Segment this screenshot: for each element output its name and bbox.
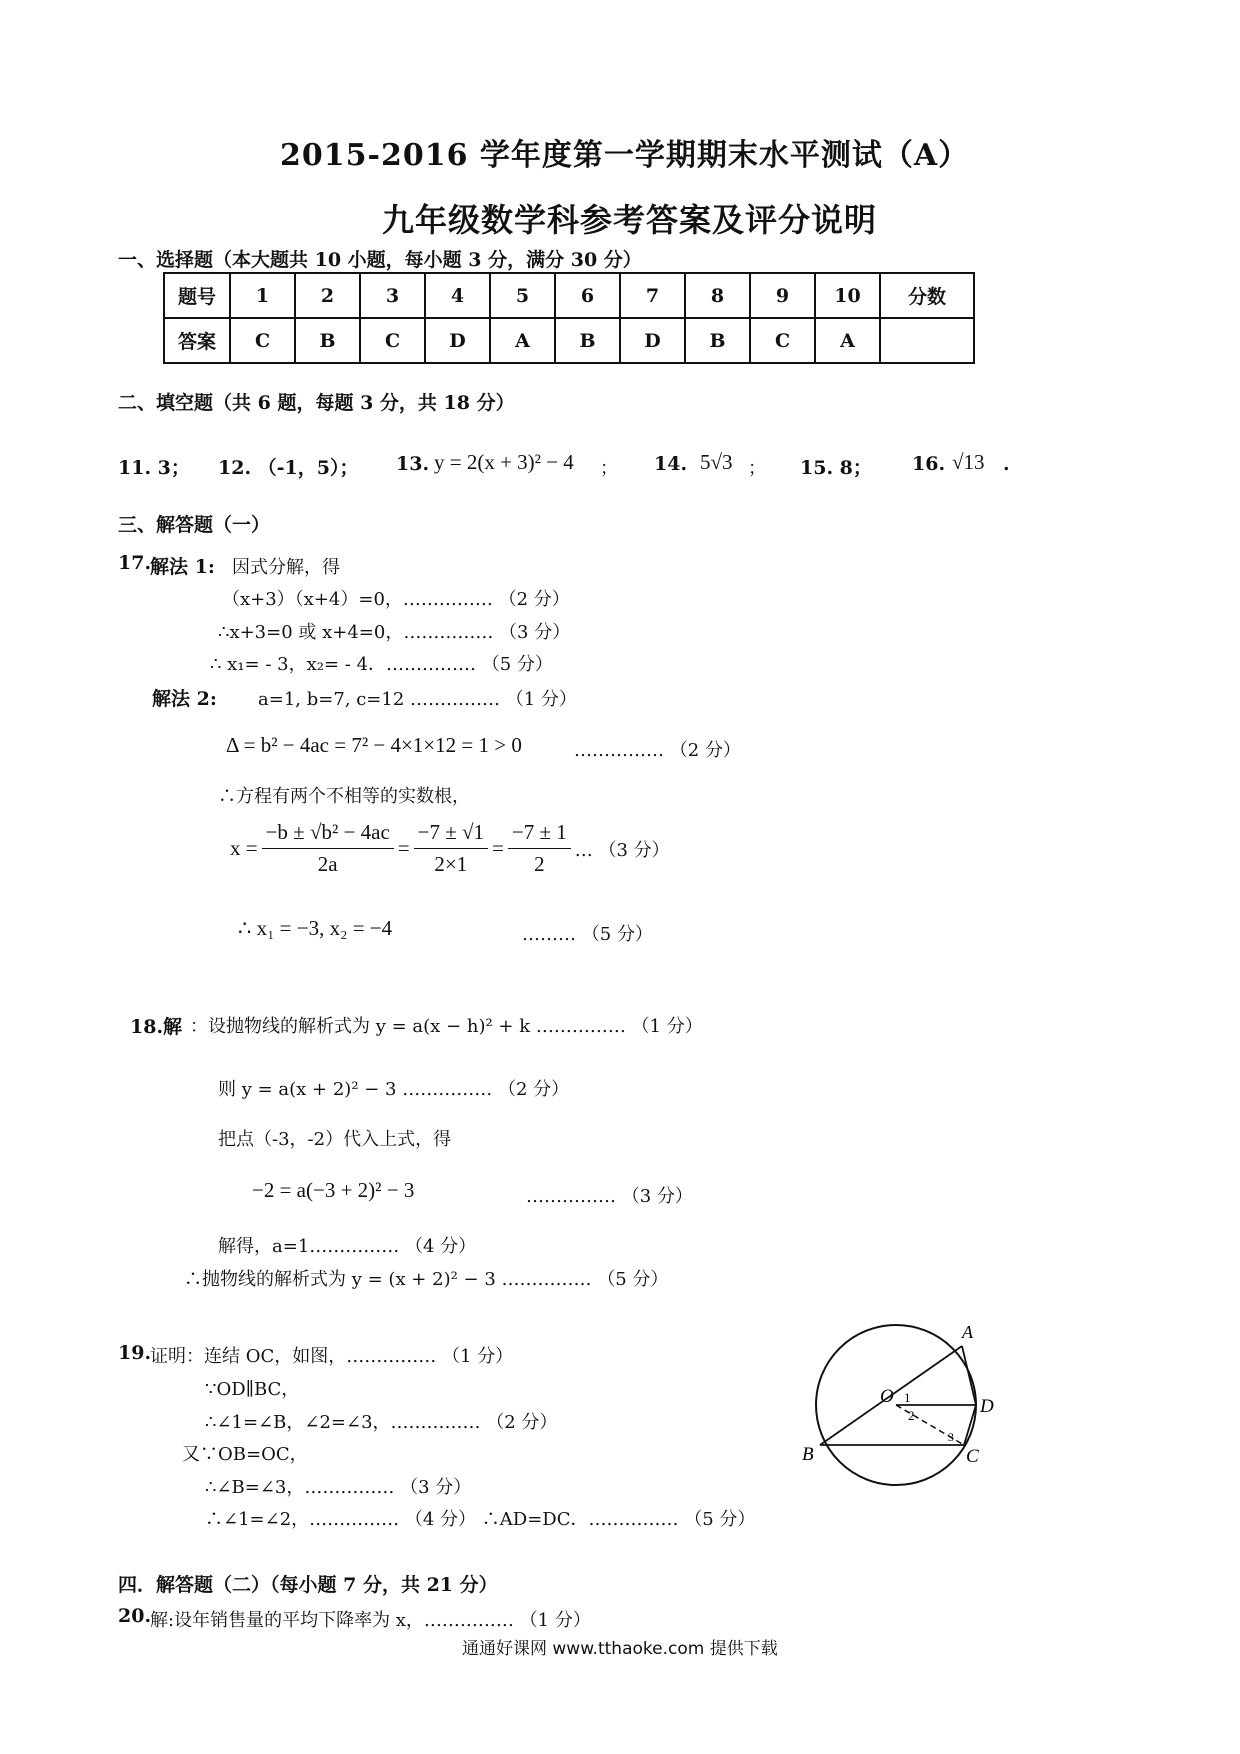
cell-number: 5 — [490, 273, 555, 318]
fill-q11: 11. 3； — [118, 457, 190, 479]
q17-m2-discriminant-score: …………… （2 分） — [574, 740, 741, 761]
q17-quadratic-formula — [230, 820, 670, 877]
cell-answer: C — [360, 318, 425, 363]
q19-line5: ∴∠B=∠3，…………… （3 分） — [205, 1477, 472, 1498]
cell-answer: D — [620, 318, 685, 363]
label-b: B — [802, 1444, 814, 1465]
q18-line6: ∴抛物线的解析式为 y = (x + 2)² − 3 …………… （5 分） — [184, 1269, 669, 1290]
section-1-heading: 一、选择题（本大题共 10 小题，每小题 3 分，满分 30 分） — [118, 249, 642, 271]
label-o: O — [880, 1386, 894, 1407]
q17-method1-label: 解法 1: — [150, 556, 215, 578]
chord-ad — [962, 1346, 976, 1405]
fraction-3-num: −7 ± 1 — [508, 820, 571, 849]
label-a: A — [962, 1322, 973, 1342]
fraction-1-den: 2a — [317, 852, 338, 876]
q18-line3: 把点（-3，-2）代入上式，得 — [218, 1129, 452, 1150]
footer-text: 通通好课网 www.tthaoke.com 提供下载 — [462, 1639, 778, 1659]
fraction-2-den: 2×1 — [434, 852, 468, 876]
section-2-heading: 二、填空题（共 6 题，每题 3 分，共 18 分） — [118, 392, 515, 414]
cell-answer: A — [815, 318, 880, 363]
q17-m2-line3: ∴方程有两个不相等的实数根， — [218, 786, 470, 807]
section-3-heading: 三、解答题（一） — [118, 514, 271, 536]
cell-answer: B — [555, 318, 620, 363]
row-label-answer: 答案 — [164, 318, 230, 363]
q17-method2-label: 解法 2: — [152, 688, 217, 710]
q17-label: 17. — [118, 552, 152, 574]
angle-label-2: 2 — [908, 1408, 915, 1423]
fraction-2-num: −7 ± √1 — [414, 820, 488, 849]
cell-answer: D — [425, 318, 490, 363]
cell-answer: C — [750, 318, 815, 363]
cell-number: 7 — [620, 273, 685, 318]
angle-label-3: 3 — [948, 1430, 954, 1444]
q20-label: 20. — [118, 1605, 152, 1627]
q17-x-equals: x = — [230, 836, 258, 860]
fraction-2 — [414, 820, 488, 877]
q19-label: 19. — [118, 1342, 152, 1364]
cell-answer: B — [685, 318, 750, 363]
fill-q14-expr: 5√3 — [700, 450, 733, 474]
cell-score-empty — [880, 318, 974, 363]
fill-q13-expr: y = 2(x + 3)² − 4 — [434, 450, 574, 474]
q17-m2-discriminant: Δ = b² − 4ac = 7² − 4×1×12 = 1 > 0 — [226, 733, 522, 757]
q18-line1: ：设抛物线的解析式为 y = a(x − h)² + k …………… （1 分） — [190, 1016, 703, 1037]
q18-label: 18.解 — [130, 1016, 183, 1038]
row-label-number: 题号 — [164, 273, 230, 318]
label-d: D — [980, 1396, 994, 1417]
q17-method1-intro: 因式分解，得 — [232, 557, 340, 578]
cell-score-header: 分数 — [880, 273, 974, 318]
fill-q12: 12. （-1，5）； — [218, 457, 359, 479]
fill-q13-label: 13. — [396, 453, 430, 475]
fraction-3 — [508, 820, 571, 877]
q17-m1-line2: ∴x+3=0 或 x+4=0，…………… （3 分） — [218, 622, 571, 643]
q17-m2-line1: a=1, b=7, c=12 …………… （1 分） — [258, 689, 577, 710]
q19-circle-figure — [800, 1320, 1000, 1500]
q17-m2-roots-score: ……… （5 分） — [522, 924, 653, 945]
q19-line3: ∴∠1=∠B，∠2=∠3，…………… （2 分） — [205, 1412, 558, 1433]
fill-q14-label: 14. — [654, 453, 688, 475]
q18-line4-expr: −2 = a(−3 + 2)² − 3 — [252, 1178, 415, 1202]
q18-line2: 则 y = a(x + 2)² − 3 …………… （2 分） — [218, 1079, 570, 1100]
q19-line1: 证明：连结 OC，如图，…………… （1 分） — [150, 1346, 514, 1367]
period: . — [1003, 453, 1010, 475]
label-c: C — [966, 1446, 979, 1467]
cell-number: 9 — [750, 273, 815, 318]
equals-sign: = — [492, 836, 504, 860]
answer-table — [163, 272, 975, 364]
table-row-numbers — [164, 273, 974, 318]
fill-q16-expr: √13 — [952, 450, 985, 474]
q18-line5: 解得，a=1…………… （4 分） — [218, 1236, 477, 1257]
q19-line4: 又∵OB=OC， — [182, 1444, 308, 1465]
q17-m2-roots: ∴ x₁ = −3, x₂ = −4 — [238, 916, 393, 940]
cell-answer: A — [490, 318, 555, 363]
cell-number: 8 — [685, 273, 750, 318]
table-row-answers — [164, 318, 974, 363]
angle-label-1: 1 — [904, 1390, 911, 1405]
fraction-1 — [262, 820, 394, 877]
q18-line4-score: …………… （3 分） — [526, 1186, 693, 1207]
fraction-1-num: −b ± √b² − 4ac — [262, 820, 394, 849]
fill-q16-label: 16. — [912, 453, 946, 475]
cell-number: 6 — [555, 273, 620, 318]
page-subtitle: 九年级数学科参考答案及评分说明 — [382, 201, 878, 239]
page-title: 2015-2016 学年度第一学期期末水平测试（A） — [280, 138, 970, 173]
q19-line2: ∵OD∥BC， — [205, 1379, 300, 1400]
cell-number: 1 — [230, 273, 295, 318]
fraction-3-den: 2 — [534, 852, 545, 876]
fill-q15: 15. 8； — [800, 457, 872, 479]
q17-formula-score: … （3 分） — [574, 839, 670, 861]
equals-sign: = — [397, 836, 410, 860]
cell-answer: B — [295, 318, 360, 363]
separator: ； — [748, 458, 766, 479]
q17-m1-line1: （x+3）（x+4）=0，…………… （2 分） — [222, 589, 570, 610]
cell-answer: C — [230, 318, 295, 363]
cell-number: 4 — [425, 273, 490, 318]
cell-number: 2 — [295, 273, 360, 318]
q17-m1-line3: ∴ x₁= - 3，x₂= - 4．…………… （5 分） — [210, 654, 553, 675]
cell-number: 10 — [815, 273, 880, 318]
cell-number: 3 — [360, 273, 425, 318]
q19-line6: ∴∠1=∠2，…………… （4 分） ∴AD=DC．…………… （5 分） — [205, 1509, 756, 1530]
q20-text: 解:设年销售量的平均下降率为 x，…………… （1 分） — [150, 1610, 591, 1631]
section-4-heading: 四．解答题（二）（每小题 7 分，共 21 分） — [118, 1574, 498, 1596]
separator: ； — [600, 458, 618, 479]
